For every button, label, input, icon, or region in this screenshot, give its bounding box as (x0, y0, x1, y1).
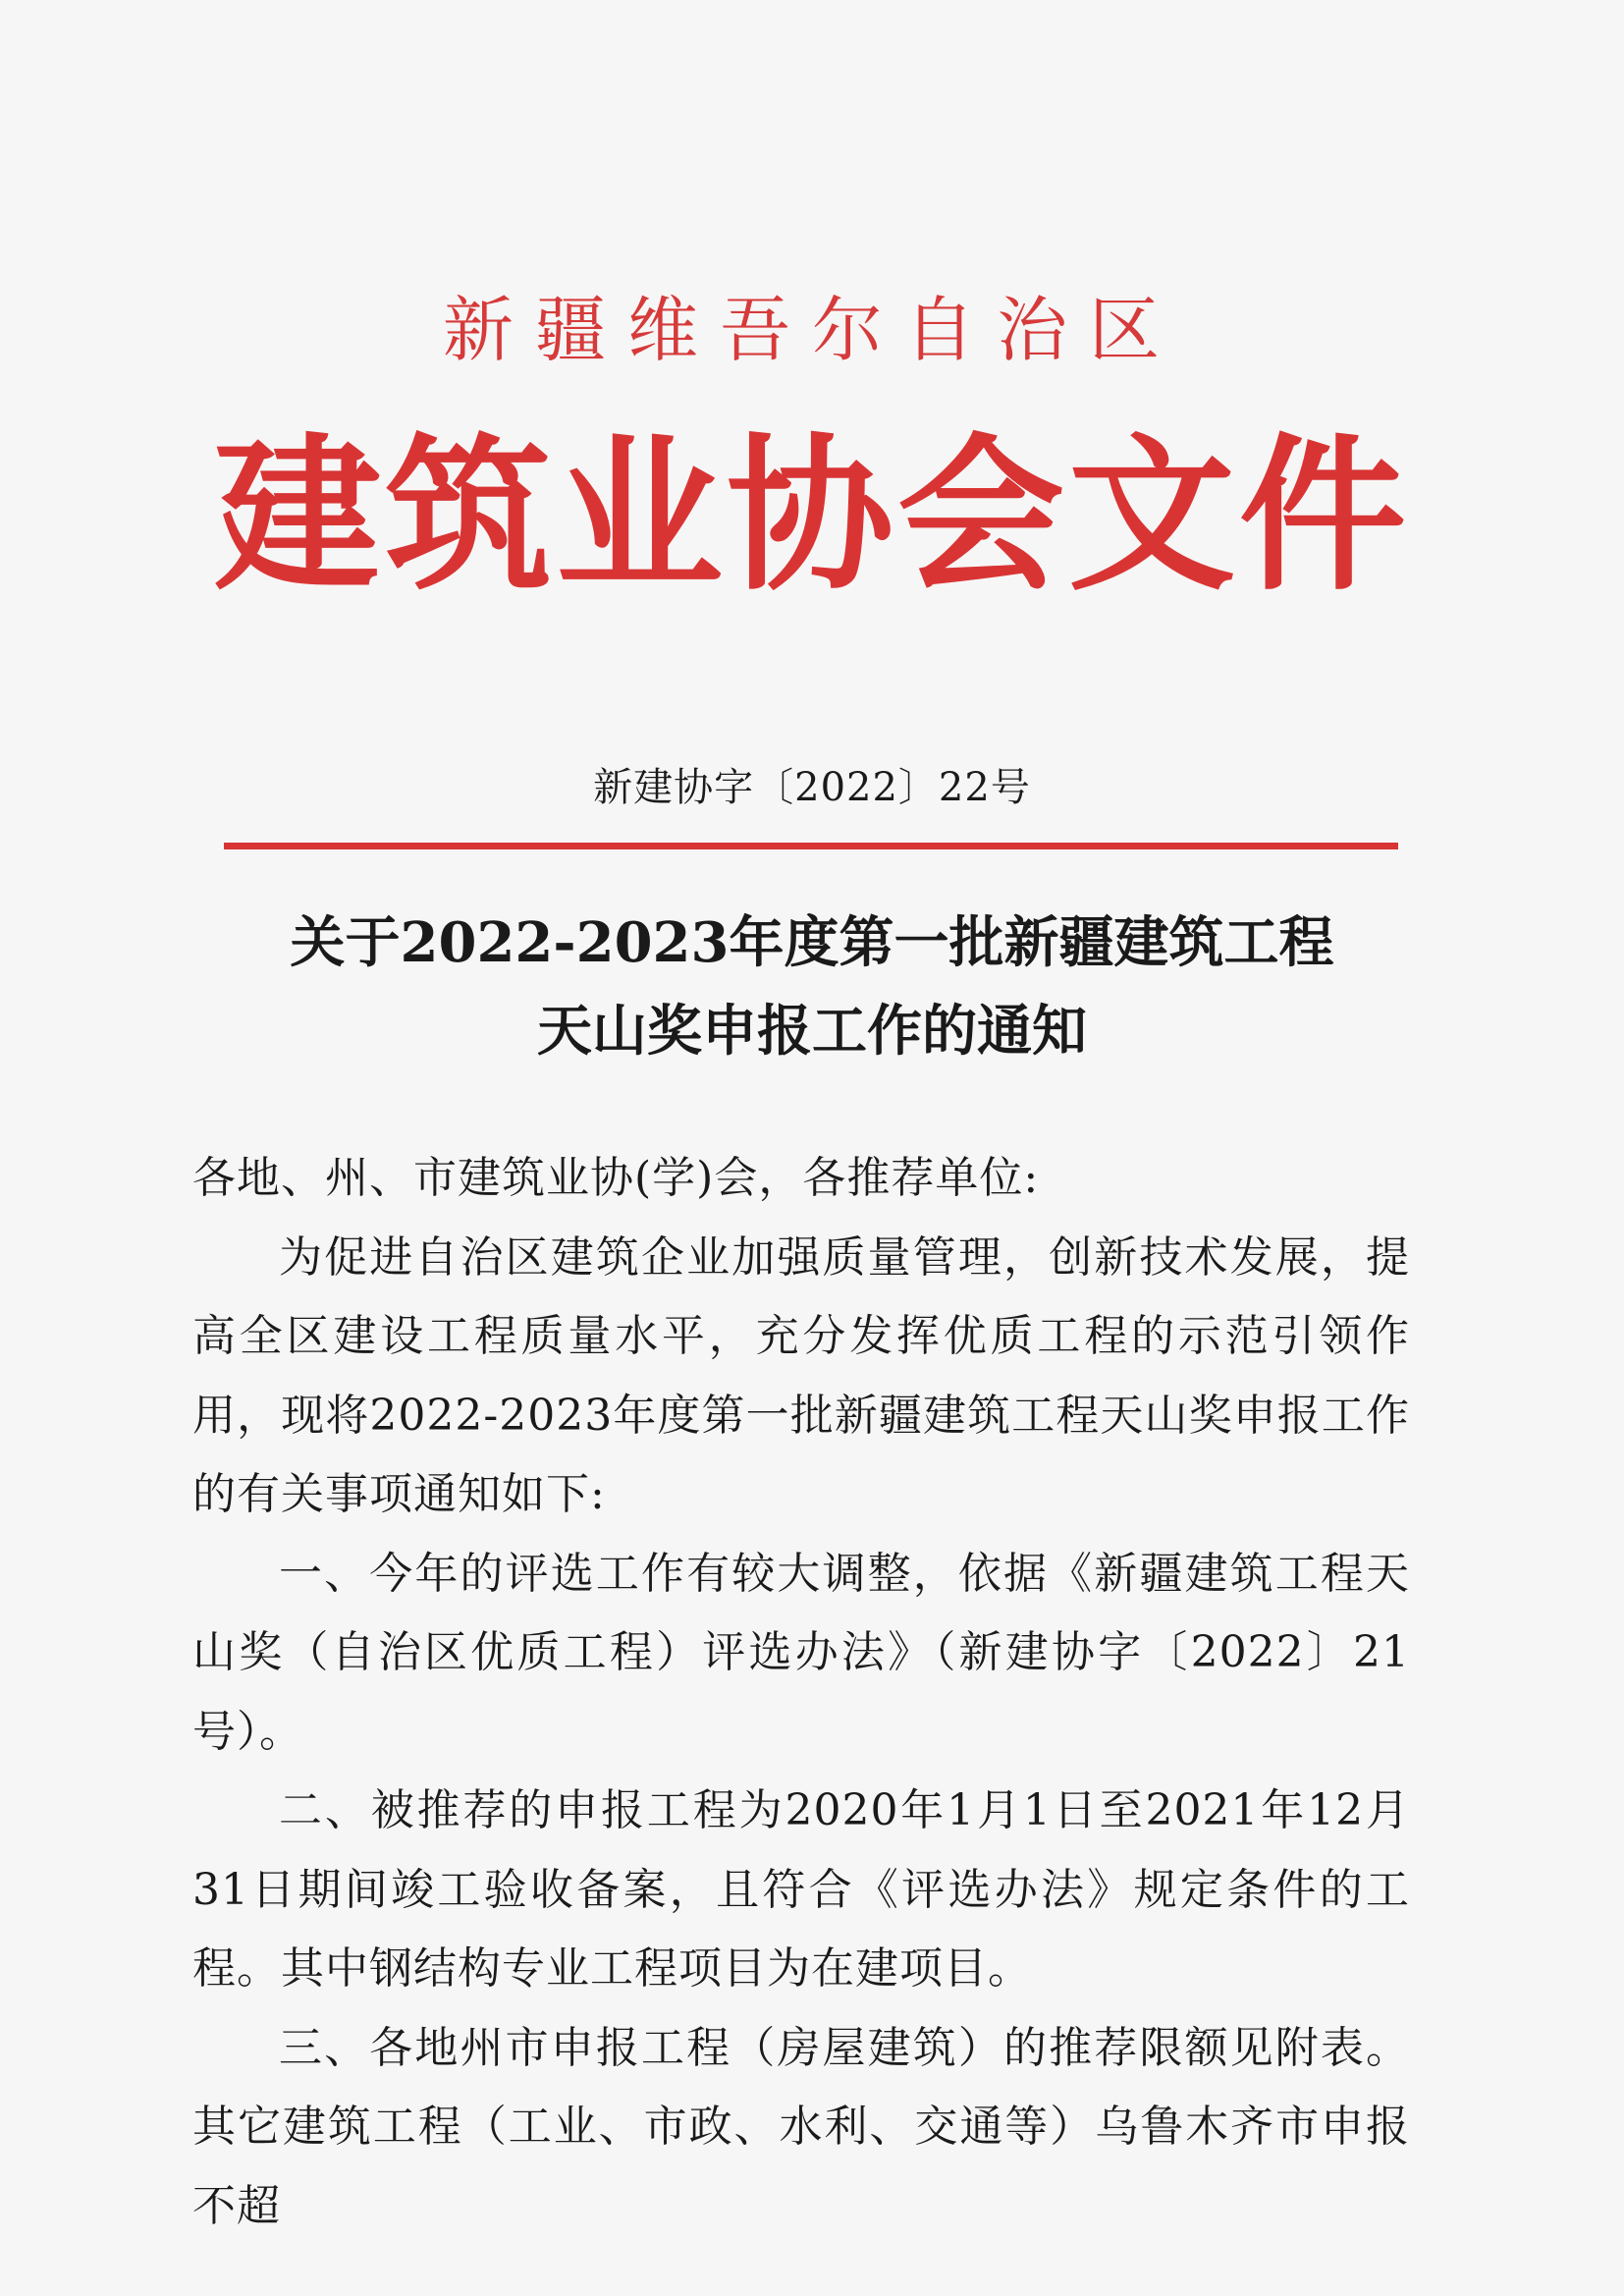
item-1-paragraph: 一、今年的评选工作有较大调整，依据《新疆建筑工程天山奖（自治区优质工程）评选办法》（新建协字〔2022〕21号）。 (192, 1548, 1410, 1757)
issuing-organization: 新疆维吾尔自治区 (442, 289, 1181, 371)
notice-title-line-1: 关于2022-2023年度第一批新疆建筑工程 (290, 910, 1334, 975)
item-2-paragraph: 二、被推荐的申报工程为2020年1月1日至2021年12月31日期间竣工验收备案，且符合《评选办法》规定条件的工程。其中钢结构专业工程项目为在建项目。 (192, 1785, 1410, 1994)
notice-title (0, 899, 1624, 1075)
document-type-heading: 建筑业协会文件 (213, 417, 1410, 614)
salutation: 各地、州、市建筑业协(学)会，各推荐单位: (192, 1153, 1040, 1203)
notice-title-line-2: 天山奖申报工作的通知 (537, 999, 1087, 1064)
item-3-paragraph: 三、各地州市申报工程（房屋建筑）的推荐限额见附表。其它建筑工程（工业、市政、水利、交通等）乌鲁木齐市申报不超 (192, 2022, 1410, 2231)
notice-body (192, 1139, 1410, 2246)
document-number: 新建协字〔2022〕22号 (593, 765, 1031, 810)
intro-paragraph: 为促进自治区建筑企业加强质量管理，创新技术发展，提高全区建设工程质量水平，充分发挥优质工程的示范引领作用，现将2022-2023年度第一批新疆建筑工程天山奖申报工作的有关事项通知如下: (192, 1231, 1410, 1519)
red-divider-line (224, 843, 1398, 849)
